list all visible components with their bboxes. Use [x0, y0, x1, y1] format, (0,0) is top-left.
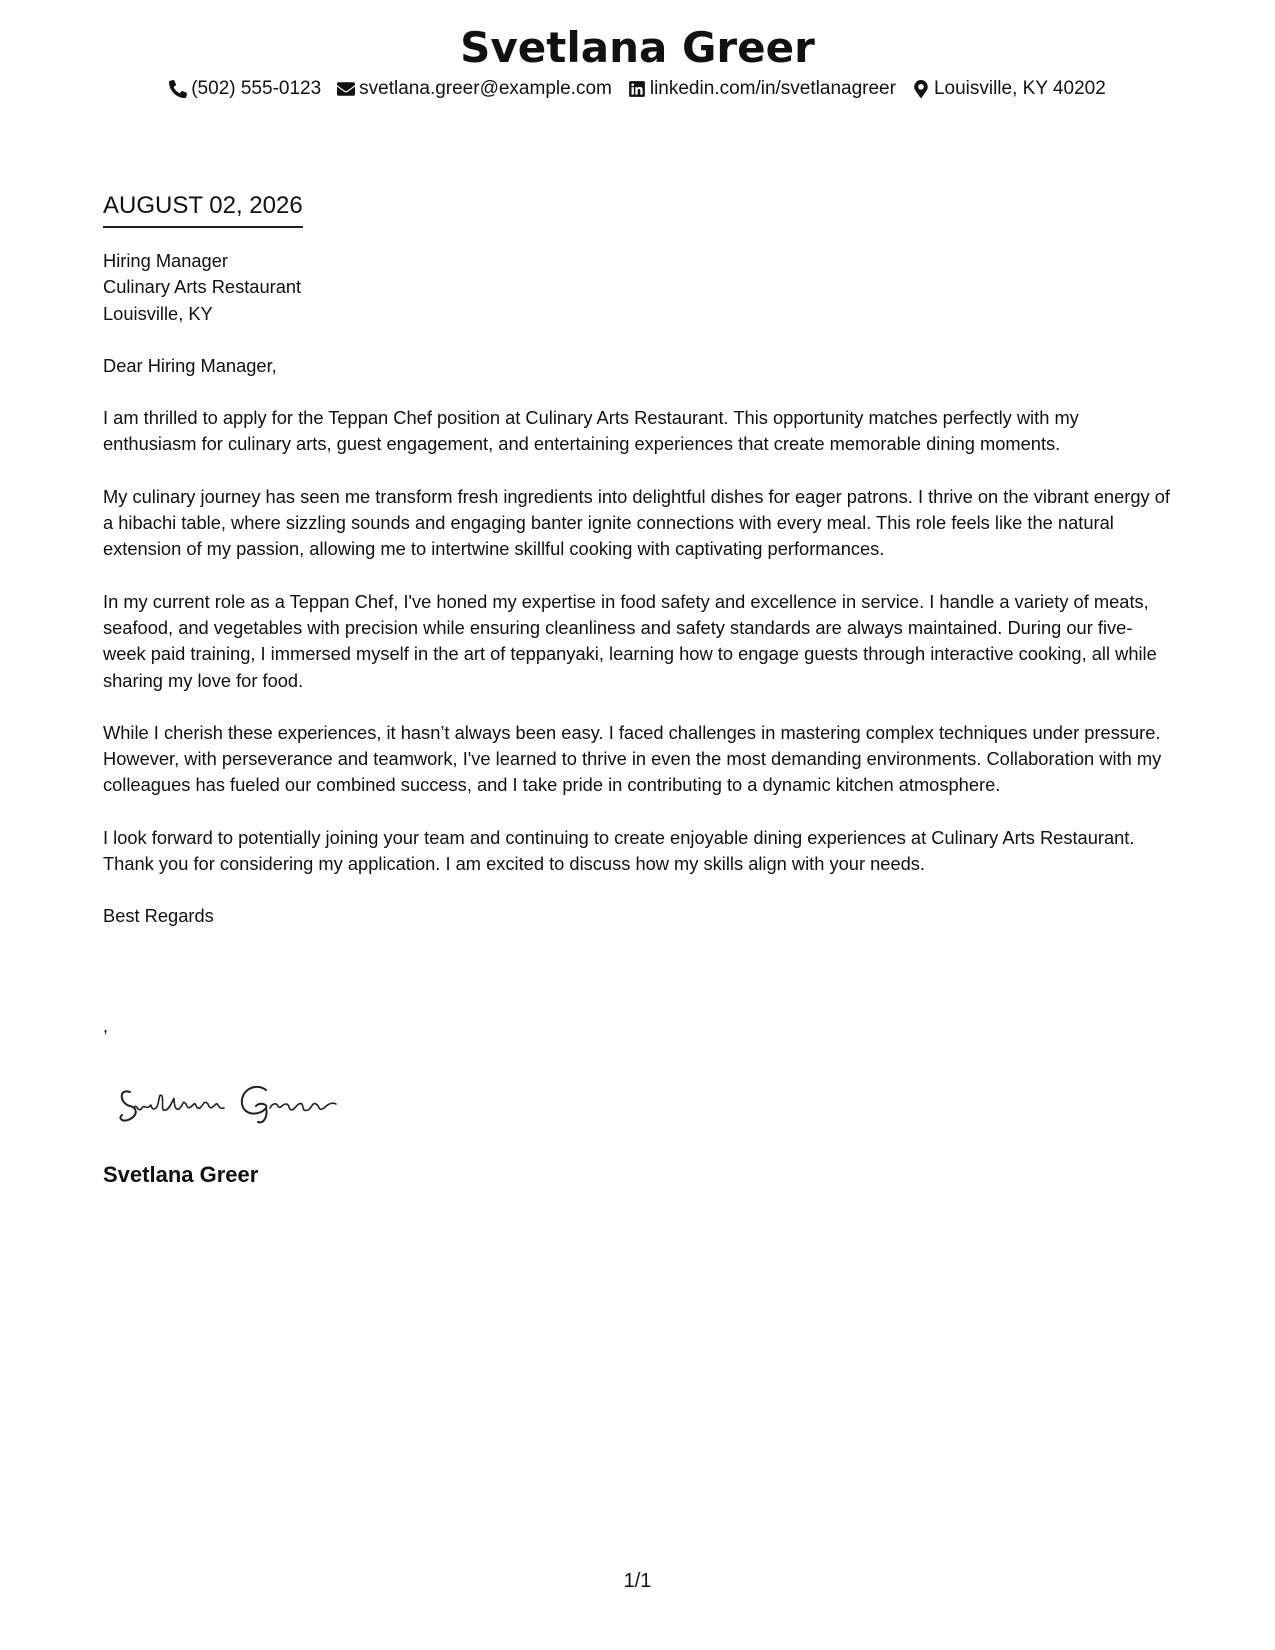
letter-date-block — [103, 190, 303, 228]
body-paragraph: My culinary journey has seen me transform fresh ingredients into delightful dishes for eager patrons. I thrive on the vibrant energy of a hibachi table, where sizzling sounds and engaging banter ignite connections with every meal. This role feels like the natural extension of my passion, allowing me to intertwine skillful cooking with captivating performances. — [103, 485, 1170, 560]
body-paragraph: While I cherish these experiences, it hasn’t always been easy. I faced challenges in mastering complex techniques under pressure. However, with perseverance and teamwork, I've learned to thrive in even the most demanding environments. Collaboration with my colleagues has fueled our combined success, and I take pride in contributing to a dynamic kitchen atmosphere. — [103, 721, 1162, 796]
contact-linkedin — [628, 78, 896, 100]
applicant-name-heading: Svetlana Greer — [460, 23, 815, 72]
letter-date: AUGUST 02, 2026 — [103, 190, 303, 228]
recipient-block — [103, 248, 1173, 327]
closing: Best Regards — [103, 905, 214, 927]
signer-name: Svetlana Greer — [103, 1162, 259, 1187]
recipient-location: Louisville, KY — [103, 302, 213, 324]
linkedin-text: linkedin.com/in/svetlanagreer — [649, 78, 896, 99]
handwritten-signature — [116, 1068, 356, 1128]
salutation: Dear Hiring Manager, — [103, 354, 277, 376]
phone-text: (502) 555-0123 — [191, 78, 322, 99]
page-number: 1/1 — [623, 1570, 652, 1592]
body-paragraph: I look forward to potentially joining your team and continuing to create enjoyable dining experiences at Culinary Arts Restaurant. Thank you for considering my application. I am excited to discuss how my skills align with your needs. — [103, 826, 1135, 875]
location-text: Louisville, KY 40202 — [933, 78, 1106, 99]
contact-info-row — [0, 78, 1275, 100]
closing-comma: , — [103, 1016, 109, 1036]
envelope-icon — [337, 80, 355, 98]
body-paragraph: I am thrilled to apply for the Teppan Chef position at Culinary Arts Restaurant. This opportunity matches perfectly with my enthusiasm for culinary arts, guest engagement, and entertaining experiences that create memorable dining moments. — [103, 407, 1079, 455]
linkedin-icon — [628, 80, 646, 98]
recipient-company: Culinary Arts Restaurant — [103, 276, 302, 298]
map-pin-icon — [912, 80, 930, 98]
phone-icon — [169, 80, 187, 98]
email-text: svetlana.greer@example.com — [359, 78, 612, 99]
contact-location — [912, 78, 1106, 100]
letter-body — [103, 248, 1173, 930]
body-paragraph: In my current role as a Teppan Chef, I've honed my expertise in food safety and excellence in service. I handle a variety of meats, seafood, and vegetables with precision while ensuring cleanliness and safety standards are always maintained. During our five-week paid training, I immersed myself in the art of teppanyaki, learning how to engage guests through interactive cooking, all while sharing my love for food. — [103, 590, 1157, 691]
recipient-title: Hiring Manager — [103, 250, 228, 271]
contact-email — [337, 78, 612, 100]
contact-phone — [169, 78, 321, 100]
